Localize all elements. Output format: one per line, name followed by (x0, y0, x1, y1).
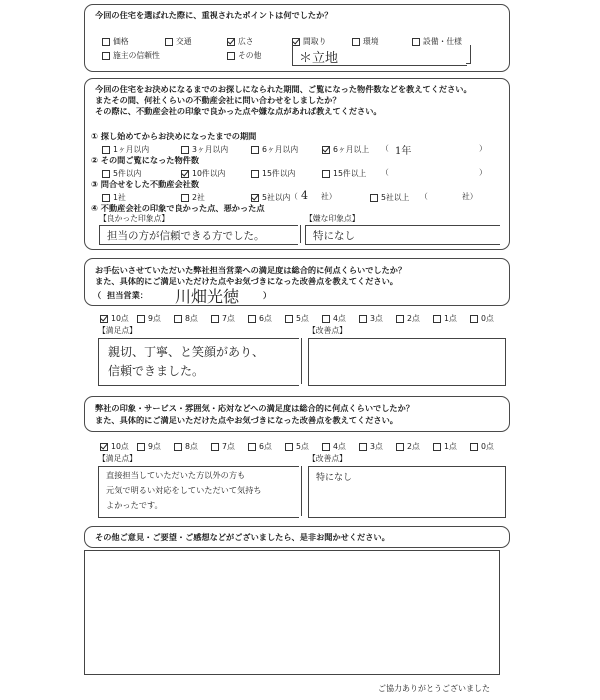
staff-checkbox-4[interactable] (322, 315, 330, 323)
company-checkbox-9[interactable] (137, 443, 145, 451)
staff-improve-field[interactable] (308, 338, 506, 386)
section-staff-satisfaction (84, 258, 510, 306)
company-score-6[interactable]: 6点 (248, 441, 272, 452)
q3-paren1-unit: 社） (321, 192, 337, 201)
q1-option-1m[interactable]: 1ヶ月以内 (102, 144, 149, 155)
q4-bad-label: 【嫌な印象点】 (305, 214, 360, 223)
staff-score-2[interactable]: 2点 (396, 313, 420, 324)
q3-count-handwriting: 4 (301, 189, 308, 202)
q3-checkbox-over-5[interactable] (370, 194, 378, 202)
option-builder-trust[interactable]: 施主の信頼性 (102, 50, 160, 61)
q1-option-over-6m[interactable]: 6ヶ月以上 (322, 144, 369, 155)
section-search-history (84, 78, 510, 250)
checkbox-price[interactable] (102, 38, 110, 46)
q2-count-label: ② その間ご覧になった物件数 (91, 155, 200, 165)
company-score-row (100, 441, 520, 451)
q3-paren1-open: （ (290, 192, 298, 201)
q2-option-over-15[interactable]: 15件以上 (322, 168, 366, 179)
q2-checkbox-over-15[interactable] (322, 170, 330, 178)
company-score-9[interactable]: 9点 (137, 441, 161, 452)
q2-checkbox-5[interactable] (102, 170, 110, 178)
company-checkbox-7[interactable] (211, 443, 219, 451)
checkbox-other[interactable] (227, 52, 235, 60)
section-company-satisfaction (84, 396, 510, 432)
option-environment[interactable]: 環境 (352, 36, 379, 47)
q4-bad-handwriting: 特になし (313, 230, 355, 242)
q3-option-5-within[interactable]: 5社以内 (251, 192, 290, 203)
q2-paren-close: ） (479, 168, 487, 177)
priority-question: 今回の住宅を選ばれた際に、重視されたポイントは何でしたか？ (95, 10, 333, 20)
company-checkbox-5[interactable] (285, 443, 293, 451)
q3-option-over-5[interactable]: 5社以上 (370, 192, 409, 203)
company-score-8[interactable]: 8点 (174, 441, 198, 452)
checkbox-builder-trust[interactable] (102, 52, 110, 60)
staff-checkbox-0[interactable] (470, 315, 478, 323)
company-satisfied-label: 【満足点】 (98, 454, 137, 463)
q1-paren-close: ） (479, 144, 487, 153)
q3-paren2-unit: 社） (462, 192, 478, 201)
staff-score-5[interactable]: 5点 (285, 313, 309, 324)
q3-option-2[interactable]: 2社 (181, 192, 205, 203)
q1-option-3m[interactable]: 3ヶ月以内 (181, 144, 228, 155)
staff-score-10[interactable]: 10点 (100, 313, 129, 324)
staff-score-8[interactable]: 8点 (174, 313, 198, 324)
company-satisfied-field-end (298, 466, 302, 516)
staff-checkbox-9[interactable] (137, 315, 145, 323)
other-bracket-close (466, 45, 471, 64)
staff-score-4[interactable]: 4点 (322, 313, 346, 324)
company-satisfied-line-1: 直接担当していただいた方以外の方も (106, 470, 246, 480)
search-intro-line-3: その際に、不動産会社の印象で良かった点や嫌な点があれば教えてください。 (95, 106, 382, 116)
staff-checkbox-7[interactable] (211, 315, 219, 323)
q3-option-1[interactable]: 1社 (102, 192, 126, 203)
section-other-comments (84, 526, 510, 548)
option-other[interactable]: その他 (227, 50, 261, 61)
q3-agency-label: ③ 問合せをした不動産会社数 (91, 179, 200, 189)
staff-checkbox-5[interactable] (285, 315, 293, 323)
company-checkbox-6[interactable] (248, 443, 256, 451)
staff-paren-close: ） (263, 290, 272, 300)
option-price[interactable]: 価格 (102, 36, 129, 47)
q2-option-5[interactable]: 5件以内 (102, 168, 141, 179)
company-score-5[interactable]: 5点 (285, 441, 309, 452)
company-checkbox-2[interactable] (396, 443, 404, 451)
staff-score-0[interactable]: 0点 (470, 313, 494, 324)
staff-score-1[interactable]: 1点 (433, 313, 457, 324)
q4-impression-label: ④ 不動産会社の印象で良かった点、悪かった点 (91, 203, 265, 213)
closing-thanks: ご協力ありがとうございました (378, 684, 490, 693)
company-checkbox-1[interactable] (433, 443, 441, 451)
company-score-7[interactable]: 7点 (211, 441, 235, 452)
company-checkbox-3[interactable] (359, 443, 367, 451)
q1-checkbox-1m[interactable] (102, 146, 110, 154)
staff-paren-open: （ (93, 290, 102, 300)
q2-checkbox-10[interactable] (181, 170, 189, 178)
company-satisfied-line-2: 元気で明るい対応をしていただいて気持ち (106, 485, 262, 495)
q2-option-15[interactable]: 15件以内 (251, 168, 295, 179)
company-checkbox-10[interactable] (100, 443, 108, 451)
staff-score-row (100, 313, 520, 323)
company-score-10[interactable]: 10点 (100, 441, 129, 452)
option-size[interactable]: 広さ (227, 36, 254, 47)
q1-period-label: ① 探し始めてからお決めになったまでの期間 (91, 131, 257, 141)
staff-label: 担当営業： (107, 290, 148, 300)
option-equipment[interactable]: 設備・仕様 (412, 36, 462, 47)
company-intro-line-2: また、具体的にご満足いただけた点やお気づきになった改善点を教えてください。 (95, 415, 398, 425)
search-intro-line-2: またその間、何社くらいの不動産会社に問い合わせをしましたか？ (95, 95, 341, 105)
section-priority (84, 4, 510, 72)
staff-checkbox-2[interactable] (396, 315, 404, 323)
company-score-3[interactable]: 3点 (359, 441, 383, 452)
q2-checkbox-15[interactable] (251, 170, 259, 178)
staff-satisfied-field-end (298, 338, 302, 384)
company-score-2[interactable]: 2点 (396, 441, 420, 452)
q4-good-field-end (297, 225, 301, 243)
q1-checkbox-over-6m[interactable] (322, 146, 330, 154)
company-score-1[interactable]: 1点 (433, 441, 457, 452)
q3-paren2-open: （ (420, 192, 428, 201)
staff-score-6[interactable]: 6点 (248, 313, 272, 324)
staff-name-handwriting: 川畑光徳 (175, 287, 240, 306)
company-checkbox-8[interactable] (174, 443, 182, 451)
staff-checkbox-10[interactable] (100, 315, 108, 323)
company-satisfied-line-3: よかったです。 (106, 500, 163, 510)
staff-satisfied-line-1: 親切、丁寧、と笑顔があり、 (108, 345, 265, 359)
q2-paren-open: （ (381, 168, 389, 177)
staff-score-9[interactable]: 9点 (137, 313, 161, 324)
staff-score-3[interactable]: 3点 (359, 313, 383, 324)
other-answer-handwriting: ＊立地 (299, 51, 339, 66)
q1-option-6m[interactable]: 6ヶ月以内 (251, 144, 298, 155)
staff-checkbox-3[interactable] (359, 315, 367, 323)
staff-score-7[interactable]: 7点 (211, 313, 235, 324)
company-improve-label: 【改善点】 (308, 454, 347, 463)
staff-checkbox-6[interactable] (248, 315, 256, 323)
q3-checkbox-1[interactable] (102, 194, 110, 202)
staff-improve-label: 【改善点】 (308, 326, 347, 335)
staff-intro-line-2: また、具体的にご満足いただけた点やお気づきになった改善点を教えてください。 (95, 276, 398, 286)
company-checkbox-0[interactable] (470, 443, 478, 451)
q4-good-label: 【良かった印象点】 (99, 214, 170, 223)
staff-checkbox-8[interactable] (174, 315, 182, 323)
company-score-4[interactable]: 4点 (322, 441, 346, 452)
company-score-0[interactable]: 0点 (470, 441, 494, 452)
q3-checkbox-5-within[interactable] (251, 194, 259, 202)
search-intro-line-1: 今回の住宅をお決めになるまでのお探しになられた期間、ご覧になった物件数などを教えてください。 (95, 84, 472, 94)
q4-good-handwriting: 担当の方が信頼できる方でした。 (107, 230, 265, 242)
other-comments-question: その他ご意見・ご要望・ご感想などがございましたら、是非お聞かせください。 (95, 532, 390, 542)
q1-checkbox-3m[interactable] (181, 146, 189, 154)
staff-satisfied-line-2: 信頼できました。 (108, 364, 205, 378)
staff-satisfied-label: 【満足点】 (98, 326, 137, 335)
company-checkbox-4[interactable] (322, 443, 330, 451)
staff-intro-line-1: お手伝いさせていただいた弊社担当営業への満足度は総合的に何点くらいでしたか？ (95, 265, 407, 275)
company-intro-line-1: 弊社の印象・サービス・雰囲気・応対などへの満足度は総合的に何点くらいでしたか？ (95, 403, 414, 413)
option-layout[interactable]: 間取り (292, 36, 326, 47)
other-comments-field[interactable] (84, 550, 500, 675)
option-transport[interactable]: 交通 (165, 36, 192, 47)
staff-checkbox-1[interactable] (433, 315, 441, 323)
company-improve-handwriting: 特になし (316, 473, 353, 483)
checkbox-transport[interactable] (165, 38, 173, 46)
checkbox-size[interactable] (227, 38, 235, 46)
q1-checkbox-6m[interactable] (251, 146, 259, 154)
q3-checkbox-2[interactable] (181, 194, 189, 202)
q2-option-10[interactable]: 10件以内 (181, 168, 225, 179)
q1-answer-handwriting: 1年 (395, 146, 412, 157)
q1-paren-open: （ (381, 144, 389, 153)
